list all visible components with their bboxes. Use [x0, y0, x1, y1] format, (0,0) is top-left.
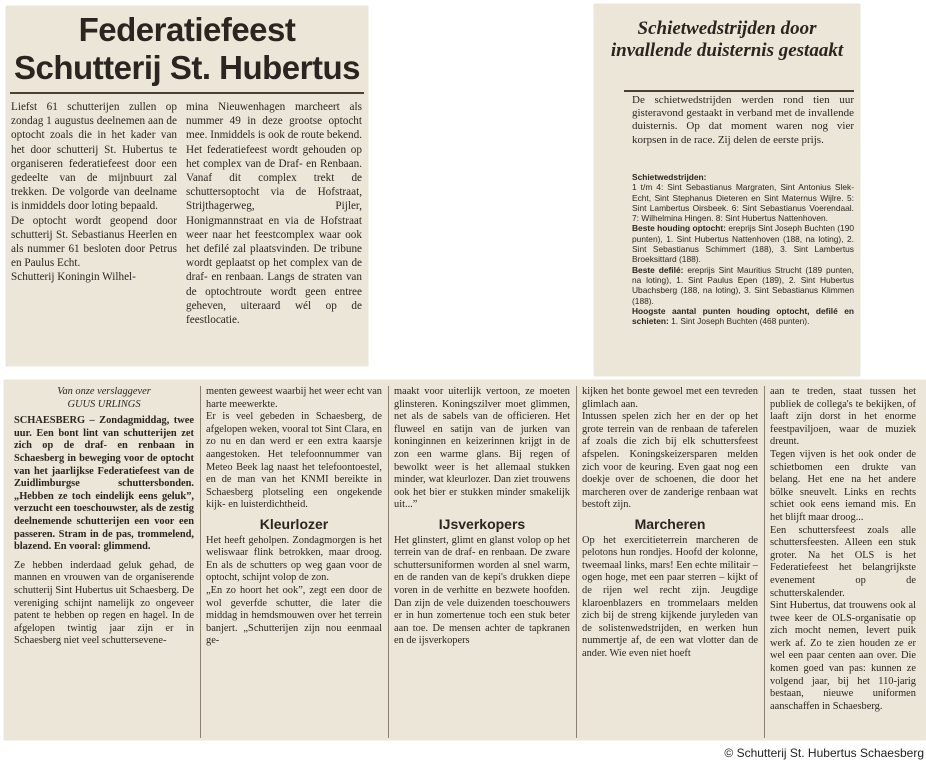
paragraph: Er is veel gebeden in Schaesberg, de afgelopen weken, vooral tot Sint Clara, en zo nu en dan werd er een extra kaarsje aangestoken. Het telefoonnummer van Meteo Beek lag naast het telefoontoestel, en de man van het KNMI bereikte in Schaesberg plotseling een ongekende kijk- en luisterdichtheid. [206, 411, 382, 511]
paragraph: Tegen vijven is het ook onder de schietbomen een drukte van belang. Het ene na het andere bölke sneuvelt. Links en rechts schiet ook eens iemand mis. En het blijft maar droog... [770, 448, 916, 523]
paragraph: Sint Hubertus, dat trouwens ook al twee keer de OLS-organisatie op zich mocht nemen, levert puik werk af. Zo te zien houden ze er wel een paar centen aan over. Die komen goed van pas: kunnen ze volgend jaar, bij het 110-jarig bestaan, nieuwe uniformen aanschaffen in Schaesberg. [770, 600, 916, 712]
paragraph: Een schuttersfeest zoals alle schuttersfeesten. Alleen een stuk groter. Na het OLS is het Federatiefeest het belangrijkste evenement op de schutterskalender. [770, 524, 916, 599]
report-column-1 [14, 386, 194, 648]
column-rule [576, 386, 577, 738]
paragraph: mina Nieuwenhagen marcheert als nummer 49 in deze grootse optocht mee. Inmiddels is ook de route bekend. Het federatiefeest wordt gehouden op het complex van de Draf- en Renbaan. Vanaf dit complex trekt de schuttersoptocht via de Hofstraat, Strijthagerweg, Pijler, Honigmannstraat en via de Hofstraat weer naar het feestcomplex waar ook het defilé zal plaatsvinden. De tribune wordt geplaatst op het complex van de draf- en renbaan. Langs de straten van de optochtroute wordt geen entree geheven, uiteraard wél op de feestlocatie. [186, 101, 362, 327]
results-heading: Schietwedstrijden: [632, 172, 707, 182]
article-column-2 [186, 100, 362, 327]
paragraph: aan te treden, staat tussen het publiek de collega's te bekijken, of laaft zijn dorst in het enorme feestpaviljoen, waar de muziek dreunt. [770, 386, 916, 448]
byline-author: GUUS URLINGS [67, 398, 141, 410]
column-rule [388, 386, 389, 738]
paragraph: Intussen spelen zich her en der op het grote terrein van de renbaan de taferelen af zoals die zich bij elk schuttersfeest afspelen. Koningskeizersparen melden zich voor de keuring. Even gaat nog een doekje over de schoenen, die door het marcheren over de zanderige renbaan wat bestoft zijn. [582, 411, 758, 511]
subheading-ijsverkopers: IJsverkopers [438, 515, 526, 532]
article-column-1 [11, 100, 177, 285]
paragraph: Het glinstert, glimt en glanst volop op het terrein van de draf- en renbaan. De zware schuttersuniformen worden al snel warm, en de randen van de kepi's drukken diepe voren in de verhitte en bezwete hoofden. Dan zijn de vele duizenden toeschouwers er in hun zomertenue toch een stuk beter aan toe. De mensen achter de tapkranen en de ijsverkopers [394, 534, 570, 647]
results-heading: Hoogste aantal punten houding optocht, defilé en schieten: [632, 305, 854, 327]
paragraph: Het heeft geholpen. Zondagmorgen is het weliswaar flink betrokken, maar droog. En als de schutters op weg gaan voor de optocht, schijnt volop de zon. [206, 534, 382, 584]
lead-paragraph: SCHAESBERG – Zondagmiddag, twee uur. Een bont lint van schutterijen zet zich op de draf- en renbaan in Schaesberg in beweging voor de optocht van het jaarlijkse Federatiefeest van de Zuidlimburgse schuttersbonden. „Hebben ze toch eindelijk eens geluk”, verzucht een toeschouwster, als de zestig deelnemende schutterijen een voor een passeren. Stram in de pas, trommelend, blazend. En vooral: glimmend. [14, 415, 194, 553]
paragraph: „En zo hoort het ook”, zegt een door de wol geverfde schutter, die later die middag in hemdsmouwen over het terrein banjert. „Schutterijen zijn nou eenmaal ge- [206, 584, 382, 647]
results-text: ereprijs Sint Mauritius Strucht (189 punten, na loting), 1. Sint Paulus Epen (189), 2. Sint Hubertus Ubachsberg (188, na loting), 3. Sint Sebastianus Klimmen (188). [632, 264, 854, 306]
report-column-4 [582, 386, 758, 660]
paragraph: De optocht wordt geopend door schutterij St. Sebastianus Heerlen en als nummer 61 besloten door Petrus en Paulus Echt. [11, 214, 177, 270]
clipping-federatiefeest [6, 6, 368, 366]
headline-line2: Schutterij St. Hubertus [13, 49, 361, 86]
intro-paragraph [632, 94, 854, 147]
headline: Schietwedstrijden door invallende duisternis gestaakt [610, 18, 844, 61]
results-list [632, 172, 854, 326]
results-text: ereprijs Sint Joseph Buchten (190 punten), 1. Sint Hubertus Nattenhoven (188, na loting), 2. Sint Sebastianus Schimmert (188), 3. Sint Lambertus Broeksittard (188). [632, 223, 855, 265]
results-heading: Beste defilé: [632, 264, 684, 275]
subheading-kleurlozer: Kleurlozer [259, 515, 329, 532]
results-text: 1 t/m 4: Sint Sebastianus Margraten, Sint Antonius Slek-Echt, Sint Stephanus Dieteren en Sint Maternus Wijlre. 5: Sint Lambertus Oirsbeek. 6: Sint Sebastianus Voerendaal. 7: Wilhelmina Hingen. 8: Sint Hubertus Nattenhoven. [632, 182, 854, 224]
paragraph: kijken het bonte gewoel met een tevreden glimlach aan. [582, 386, 758, 410]
column-rule [764, 386, 765, 738]
clipping-report [4, 380, 926, 740]
paragraph: Liefst 61 schutterijen zullen op zondag 1 augustus deelnemen aan de optocht zoals die in het kader van het door schutterij St. Hubertus te organiseren federatiefeest door een gedeelte van de mijnbuurt zal trekken. De volgorde van deelname is inmiddels door loting bepaald. [11, 101, 177, 213]
clipping-schietwedstrijden [594, 4, 860, 376]
headline-rule [624, 90, 854, 92]
paragraph: menten geweest waarbij het weer echt van harte meewerkte. [206, 386, 382, 410]
headline-line1: Federatiefeest [78, 11, 296, 48]
byline-role: Van onze verslaggever [57, 386, 151, 397]
paragraph: Schutterij Koningin Wilhel- [11, 271, 136, 284]
report-column-5 [770, 386, 916, 713]
paragraph: maakt voor uiterlijk vertoon, ze moeten glinsteren. Koningszilver moet glimmen, net als de sabels van de officieren. Het fluweel en satijn van de jurken van koninginnen en keizerinnen krijgt in de zon een warme glans. Bij regen of bewolkt weer is het allemaal stukken minder, wat kleurlozer. Dan ziet trouwens ook het bier er stukken minder smakelijk uit...” [394, 386, 570, 511]
subheading-marcheren: Marcheren [634, 515, 706, 532]
paragraph: De schietwedstrijden werden rond tien uur gisteravond gestaakt in verband met de invallende duisternis. Op dat moment waren nog vier korpsen in de race. Zij delen de eerste prijs. [632, 94, 854, 146]
headline-rule [10, 92, 364, 94]
copyright-credit: © Schutterij St. Hubertus Schaesberg [724, 746, 924, 760]
paragraph: Op het exercitieterrein marcheren de pelotons hun rondjes. Hoofd der kolonne, tweemaal links, mars! Een echte militair – ogen hoge, met een paar sterren – kijkt of de rijen wel recht zijn. Jeugdige klaroenblazers en trommelaars melden zich bij de streng kijkende juryleden van de solistenwedstrijden, en werken hun nummertje af, de een wat vlotter dan de ander. Wie even niet hoeft [582, 534, 758, 659]
results-text: 1. Sint Joseph Buchten (468 punten). [671, 316, 810, 327]
report-column-3 [394, 386, 570, 648]
paragraph: Ze hebben inderdaad geluk gehad, de mannen en vrouwen van de organiserende schutterij Sint Hubertus uit Schaesberg. De vereniging schijnt namelijk zo ongeveer patent te hebben op regen en hagel. In de afgelopen twintig jaar zijn er in Schaesberg niet veel schuttersevene- [14, 559, 194, 647]
column-rule [200, 386, 201, 738]
results-heading: Beste houding optocht: [632, 223, 726, 234]
report-column-2 [206, 386, 382, 648]
